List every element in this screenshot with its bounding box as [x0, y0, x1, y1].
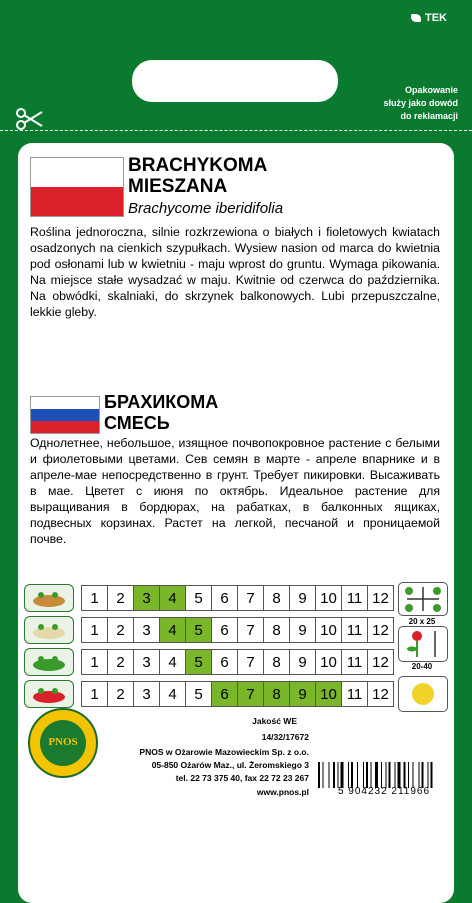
month-cell: 11 [342, 682, 368, 706]
barcode-bar [329, 762, 330, 788]
ru-title-line: СМЕСЬ [104, 413, 170, 433]
month-cell: 4 [160, 682, 186, 706]
barcode-bar [381, 762, 382, 788]
claim-line: Opakowanie [404, 85, 458, 95]
registration-code: 14/32/17672 [261, 732, 309, 742]
barcode-bar [408, 762, 409, 788]
barcode-bar [357, 762, 358, 788]
spacing-icon [398, 582, 448, 616]
claim-line: do reklamacji [400, 111, 458, 121]
month-cell: 10 [316, 618, 342, 642]
month-cell: 3 [134, 618, 160, 642]
month-cell: 1 [82, 618, 108, 642]
company-website: www.pnos.pl [256, 787, 309, 797]
month-cell: 2 [108, 586, 134, 610]
month-cell: 7 [238, 650, 264, 674]
barcode-bar [338, 762, 339, 788]
month-cell: 1 [82, 682, 108, 706]
month-cell: 2 [108, 682, 134, 706]
month-cell: 5 [186, 650, 212, 674]
month-cell: 12 [372, 653, 389, 671]
barcode-bar [419, 762, 420, 788]
flowering-icon [24, 680, 74, 708]
month-cell: 2 [108, 650, 134, 674]
month-cell: 1 [82, 650, 108, 674]
month-cell: 9 [290, 586, 316, 610]
direct-sowing-icon [24, 616, 74, 644]
company-name: PNOS w Ożarowie Mazowieckim Sp. z o.o. [139, 747, 309, 757]
month-cell: 12 [372, 685, 389, 703]
pl-title-line: BRACHYKOMA [128, 155, 268, 176]
month-cell: 5 [186, 682, 212, 706]
barcode-bar [348, 762, 349, 788]
plant-height-icon [399, 627, 447, 661]
month-cell: 5 [186, 586, 212, 610]
ru-title [104, 392, 218, 434]
month-cell: 8 [264, 586, 290, 610]
month-cell: 12 [372, 621, 389, 639]
pl-title [128, 155, 267, 197]
month-cell: 4 [160, 618, 186, 642]
hang-tab [132, 60, 338, 102]
month-cell: 4 [160, 586, 186, 610]
month-cell: 11 [342, 586, 368, 610]
greenhouse-sowing-icon [24, 584, 74, 612]
month-cell: 12 [372, 589, 389, 607]
cut-line [0, 130, 472, 131]
barcode-bar [428, 762, 429, 788]
pnos-logo [28, 708, 98, 778]
month-cell: 10 [316, 586, 342, 610]
month-cell: 7 [238, 618, 264, 642]
calendar-row [81, 617, 394, 643]
barcode-bar [371, 762, 372, 788]
company-phone: tel. 22 73 375 40, fax 22 72 23 267 [175, 773, 309, 783]
barcode [316, 762, 452, 788]
brand-tag [410, 12, 447, 24]
barcode-bar [333, 762, 335, 788]
barcode-bar [351, 762, 353, 788]
month-cell: 9 [290, 682, 316, 706]
month-cell: 3 [134, 586, 160, 610]
height-label: 20-40 [411, 662, 433, 671]
ru-title-line: БРАХИКОМА [104, 392, 219, 412]
month-cell: 8 [264, 650, 290, 674]
sun-exposure-icon [398, 676, 448, 712]
barcode-bar [363, 762, 364, 788]
leaf-icon [409, 14, 424, 22]
logo-emblem [40, 720, 86, 766]
barcode-bar [323, 762, 324, 788]
month-cell: 8 [264, 682, 290, 706]
month-cell: 9 [290, 650, 316, 674]
barcode-bar [318, 762, 320, 788]
barcode-bar [431, 762, 433, 788]
month-cell: 1 [82, 586, 108, 610]
month-cell: 6 [212, 618, 238, 642]
month-cell: 4 [160, 650, 186, 674]
ru-description: Однолетнее, небольшое, изящное почвопокровное растение с белыми и фиолетовыми цветами. Сев семян в марте - апреле впарнике и в апреле-мае непосредственно в грунт. Требует пикировки. Высаживать в мае. Цветет с июня по октябрь. Идеальное растение для выращивания в бордюрах, на рабатках, в балконных ящиках, подвесных корзинах. Растет на легкой, песчаной и проницаемой почве. [30, 436, 440, 546]
spacing-arrows-icon [399, 583, 447, 615]
pl-title-line: MIESZANA [128, 176, 228, 197]
barcode-bar [389, 762, 391, 788]
calendar-row [81, 585, 394, 611]
barcode-bar [366, 762, 368, 788]
month-cell: 6 [212, 650, 238, 674]
planting-out-icon [24, 648, 74, 676]
month-cell: 10 [316, 682, 342, 706]
barcode-number: 5 904232 211966 [337, 786, 431, 797]
month-cell: 5 [186, 618, 212, 642]
claim-line: służy jako dowód [383, 98, 458, 108]
complaint-note [348, 84, 458, 123]
height-icon [398, 626, 448, 662]
russia-flag-icon [30, 396, 100, 434]
barcode-bar [375, 762, 378, 788]
sun-icon [399, 677, 447, 711]
month-cell: 11 [342, 650, 368, 674]
barcode-bar [395, 762, 396, 788]
pl-description: Roślina jednoroczna, silnie rozkrzewiona o białych i fioletowych kwiatach osadzonych na cienkich szypułkach. Wysiew nasion od marca do kwietnia pod osłonami lub w kwietniu - maju wprost do gruntu. Wymaga pikowania. Na miejsce stałe wysadzać w maju. Kwitnie od czerwca do października. Na obwódki, skalniaki, do skrzynek balkonowych. Lubi przepuszczalne, lekkie gleby. [30, 225, 440, 319]
logo-text: PNOS [48, 736, 78, 748]
brand-tag-text: TEK [425, 12, 447, 24]
month-cell: 6 [212, 586, 238, 610]
month-cell: 7 [238, 682, 264, 706]
calendar-row [81, 681, 394, 707]
poland-flag-icon [30, 157, 124, 217]
spacing-label: 20 x 25 [408, 617, 436, 626]
month-cell: 3 [134, 650, 160, 674]
month-cell: 2 [108, 618, 134, 642]
barcode-bar [386, 762, 387, 788]
latin-name: Brachycome iberidifolia [128, 200, 284, 217]
company-address: 05-850 Ożarów Maz., ul. Żeromskiego 3 [151, 760, 309, 770]
barcode-bar [404, 762, 406, 788]
barcode-bar [341, 762, 344, 788]
month-cell: 6 [212, 682, 238, 706]
month-cell: 3 [134, 682, 160, 706]
calendar-row [81, 649, 394, 675]
month-cell: 10 [316, 650, 342, 674]
month-cell: 11 [342, 618, 368, 642]
month-cell: 8 [264, 618, 290, 642]
barcode-bar [398, 762, 401, 788]
month-cell: 7 [238, 586, 264, 610]
quality-mark: Jakość WE [252, 716, 297, 726]
month-cell: 9 [290, 618, 316, 642]
barcode-bar [413, 762, 414, 788]
barcode-bar [422, 762, 424, 788]
